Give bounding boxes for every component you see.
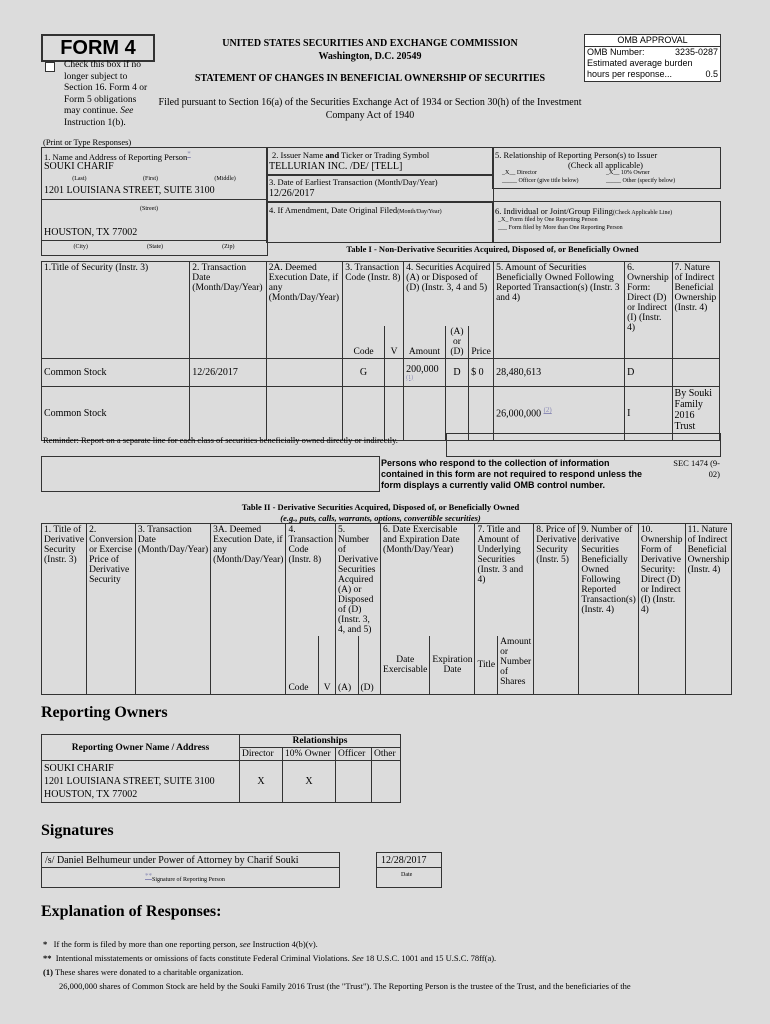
city-label: (City) bbox=[73, 244, 88, 250]
relationship-director: _X__ Director bbox=[502, 170, 537, 176]
t1-r1-date: 12/26/2017 bbox=[190, 358, 266, 386]
form-title-box bbox=[41, 34, 155, 62]
burden-hours-label: hours per response... bbox=[587, 69, 673, 79]
rel-officer-header: Officer bbox=[336, 748, 372, 761]
t1-h1: 1.Title of Security (Instr. 3) bbox=[42, 262, 190, 359]
signature-star[interactable]: ** bbox=[145, 872, 152, 880]
t2-h1: 1. Title of Derivative Security (Instr. 3) bbox=[42, 524, 87, 695]
t1-r1-ad: D bbox=[445, 358, 468, 386]
agency-name: UNITED STATES SECURITIES AND EXCHANGE COMMISSION bbox=[222, 38, 518, 49]
note-line-1: * If the form is filed by more than one reporting person, see Instruction 4(b)(v). bbox=[43, 939, 318, 949]
t1-price: Price bbox=[469, 326, 494, 359]
table2-subtitle: (e.g., puts, calls, warrants, options, convertible securities) bbox=[280, 513, 481, 523]
owner-ten-owner-mark: X bbox=[283, 761, 336, 803]
t1-r1-amount: 200,000 bbox=[406, 363, 439, 375]
box2-label-a: 2. Issuer Name bbox=[272, 150, 326, 160]
omb-title: OMB APPROVAL bbox=[585, 35, 720, 47]
relationships-header: Relationships bbox=[240, 735, 401, 748]
signature-label: Signature of Reporting Person bbox=[152, 877, 225, 883]
table-row bbox=[42, 386, 720, 440]
box5-label: 5. Relationship of Reporting Person(s) to Issuer bbox=[495, 150, 658, 160]
t2-code: Code bbox=[286, 636, 319, 694]
table2 bbox=[41, 523, 732, 695]
last-label: (Last) bbox=[72, 176, 87, 182]
t2-h8: 8. Price of Derivative Security (Instr. 5) bbox=[534, 524, 579, 695]
owner-name: SOUKI CHARIF bbox=[44, 763, 114, 774]
box5-sub: (Check all applicable) bbox=[567, 160, 644, 170]
box4-label-small: (Month/Day/Year) bbox=[397, 209, 442, 215]
t1-r2-deemed bbox=[266, 386, 342, 440]
box1-label: 1. Name and Address of Reporting Person bbox=[44, 151, 188, 162]
t2-h3a: 3A. Deemed Execution Date, if any (Month/Day/Year) bbox=[211, 524, 286, 695]
t1-amount: Amount bbox=[404, 326, 446, 359]
footnote-2-link[interactable]: (2) bbox=[543, 406, 552, 415]
omb-box bbox=[584, 34, 721, 82]
t1-r2-owned: 26,000,000 bbox=[496, 408, 542, 420]
issuer-name: TELLURIAN INC. /DE/ [TELL] bbox=[269, 161, 403, 172]
persons-respond: Persons who respond to the collection of information contained in this form are not required to respond unless the form displays a currently valid OMB control number. bbox=[381, 458, 643, 490]
checkbox-no-longer-subject[interactable] bbox=[45, 62, 55, 72]
owner-director-mark: X bbox=[240, 761, 283, 803]
reporting-person-city: HOUSTON, TX 77002 bbox=[44, 227, 138, 238]
t2-h10: 10. Ownership Form of Derivative Security: Direct (D) or Indirect (I) (Instr. 4) bbox=[638, 524, 685, 695]
reminder-text: Reminder: Report on a separate line for each class of securities beneficially owned directly or indirectly. bbox=[43, 435, 398, 445]
table1 bbox=[41, 261, 720, 441]
t1-r2-price bbox=[469, 386, 494, 440]
print-type: (Print or Type Responses) bbox=[43, 137, 132, 147]
t2-title-col: Title bbox=[475, 636, 498, 694]
zip-label: (Zip) bbox=[222, 244, 235, 250]
t1-v: V bbox=[384, 326, 403, 359]
note-line-2: ** Intentional misstatements or omissions of facts constitute Federal Criminal Violations. See 18 U.S.C. 1001 and 15 U.S.C. 78ff(a). bbox=[43, 953, 497, 963]
t1-r2-ad bbox=[445, 386, 468, 440]
t2-h2: 2. Conversion or Exercise Price of Derivative Security bbox=[87, 524, 136, 695]
box4-label: 4. If Amendment, Date Original Filed bbox=[269, 205, 398, 215]
t2-h9: 9. Number of derivative Securities Beneficially Owned Following Reported Transaction(s) (Instr. 4) bbox=[579, 524, 639, 695]
t2-h6: 6. Date Exercisable and Expiration Date (Month/Day/Year) bbox=[381, 524, 475, 637]
state-label: (State) bbox=[147, 244, 163, 250]
t1-h5: 5. Amount of Securities Beneficially Owned Following Reported Transaction(s) (Instr. 3 and 4) bbox=[494, 262, 625, 359]
filed-pursuant: Filed pursuant to Section 16(a) of the Securities Exchange Act of 1934 or Section 30(h) of the Investment Company Act of 1940 bbox=[158, 97, 582, 121]
burden-value: 0.5 bbox=[705, 69, 718, 79]
rel-other-header: Other bbox=[372, 748, 401, 761]
signature-value: /s/ Daniel Belhumeur under Power of Attorney by Charif Souki bbox=[45, 855, 299, 866]
box6-label-small: (Check Applicable Line) bbox=[612, 210, 673, 216]
explanation-heading: Explanation of Responses: bbox=[41, 903, 222, 920]
t1-h6: 6. Ownership Form: Direct (D) or Indirect (I) (Instr. 4) bbox=[625, 262, 672, 359]
box2-label-b: Ticker or Trading Symbol bbox=[339, 150, 430, 160]
filing-opt1: _X_ Form filed by One Reporting Person bbox=[498, 217, 598, 223]
note-line-4: 26,000,000 shares of Common Stock are held by the Souki Family 2016 Trust (the "Trust"). The Reporting Person is the trustee of the Trust, and the beneficiaries of the bbox=[59, 981, 631, 991]
t1-r2-amount bbox=[404, 386, 446, 440]
footnote-1-link[interactable]: (1) bbox=[406, 374, 414, 381]
t1-r2-nature: By Souki Family 2016 Trust bbox=[672, 386, 719, 440]
omb-number-label: OMB Number: bbox=[587, 47, 645, 57]
table-row bbox=[42, 761, 401, 803]
earliest-transaction-date: 12/26/2017 bbox=[269, 188, 315, 199]
owner-address: 1201 LOUISIANA STREET, SUITE 3100 bbox=[44, 776, 215, 787]
t1-h7: 7. Nature of Indirect Beneficial Ownership (Instr. 4) bbox=[672, 262, 719, 359]
relationship-officer: _____ Officer (give title below) bbox=[502, 178, 579, 184]
blank-box bbox=[41, 456, 380, 492]
date-label: Date bbox=[401, 872, 413, 878]
box2-label-and: and bbox=[325, 150, 340, 160]
reporting-owners-heading: Reporting Owners bbox=[41, 704, 168, 721]
t1-r2-date bbox=[190, 386, 266, 440]
t2-h7: 7. Title and Amount of Underlying Securities (Instr. 3 and 4) bbox=[475, 524, 534, 637]
t2-exp: Expiration Date bbox=[430, 636, 475, 694]
filing-opt2: ___ Form filed by More than One Reporting Person bbox=[498, 225, 623, 231]
burden-label: Estimated average burden bbox=[587, 58, 693, 68]
t1-r1-amount-cell bbox=[404, 358, 446, 386]
t1-r1-title: Common Stock bbox=[42, 358, 190, 386]
t1-r1-code: G bbox=[343, 358, 385, 386]
t1-h3: 3. Transaction Code (Instr. 8) bbox=[343, 262, 404, 326]
t1-r2-v bbox=[384, 386, 403, 440]
table-row bbox=[42, 358, 720, 386]
t2-amount-col: Amount or Number of Shares bbox=[498, 636, 534, 694]
relationship-other: _____ Other (specify below) bbox=[606, 178, 676, 184]
t2-h11: 11. Nature of Indirect Beneficial Ownership (Instr. 4) bbox=[685, 524, 732, 695]
explanation-notes bbox=[43, 937, 723, 993]
footnote-star[interactable]: * bbox=[187, 150, 191, 158]
table1-title: Table I - Non-Derivative Securities Acquired, Disposed of, or Beneficially Owned bbox=[346, 244, 639, 254]
t1-r1-v bbox=[384, 358, 403, 386]
form-title: FORM 4 bbox=[60, 37, 136, 59]
sec-number: SEC 1474 (9-02) bbox=[673, 458, 720, 479]
t1-r1-deemed bbox=[266, 358, 342, 386]
t1-aord: (A) or (D) bbox=[445, 326, 468, 359]
first-label: (First) bbox=[142, 176, 158, 182]
omb-number: 3235-0287 bbox=[674, 47, 718, 57]
t2-h5: 5. Number of Derivative Securities Acquired (A) or Disposed of (D) (Instr. 3, 4, and 5) bbox=[335, 524, 380, 637]
t2-v: V bbox=[319, 636, 336, 694]
t1-r1-nature bbox=[672, 358, 719, 386]
t1-r2-form: I bbox=[625, 386, 672, 440]
check-box-text: Check this box if no longer subject to Section 16. Form 4 or Form 5 obligations may continue. See Instruction 1(b). bbox=[64, 60, 148, 128]
t2-h3: 3. Transaction Date (Month/Day/Year) bbox=[135, 524, 210, 695]
reporting-owners-table bbox=[41, 734, 401, 803]
signatures-heading: Signatures bbox=[41, 822, 114, 839]
reminder-box bbox=[446, 433, 721, 457]
t1-code: Code bbox=[343, 326, 385, 359]
t1-r1-price: $ 0 bbox=[469, 358, 494, 386]
owner-name-header: Reporting Owner Name / Address bbox=[42, 735, 240, 761]
rel-director-header: Director bbox=[240, 748, 283, 761]
box6-label: 6. Individual or Joint/Group Filing bbox=[495, 206, 613, 216]
t1-h2a: 2A. Deemed Execution Date, if any (Month/Day/Year) bbox=[266, 262, 342, 359]
middle-label: (Middle) bbox=[214, 176, 236, 182]
street-label: (Street) bbox=[140, 206, 158, 212]
t2-d: (D) bbox=[358, 636, 381, 694]
t2-h4: 4. Transaction Code (Instr. 8) bbox=[286, 524, 336, 637]
relationship-ten-owner: _X__ 10% Owner bbox=[606, 170, 650, 176]
t2-date-ex: Date Exercisable bbox=[381, 636, 430, 694]
t1-r2-title: Common Stock bbox=[42, 386, 190, 440]
signature-date: 12/28/2017 bbox=[381, 855, 427, 866]
reporting-person-name: SOUKI CHARIF bbox=[44, 161, 114, 172]
reporting-person-address: 1201 LOUISIANA STREET, SUITE 3100 bbox=[44, 185, 215, 196]
table2-title: Table II - Derivative Securities Acquired, Disposed of, or Beneficially Owned bbox=[241, 502, 520, 512]
t1-h4: 4. Securities Acquired (A) or Disposed of (D) (Instr. 3, 4 and 5) bbox=[404, 262, 494, 326]
rel-ten-owner-header: 10% Owner bbox=[283, 748, 336, 761]
note-line-3: (1) These shares were donated to a charitable organization. bbox=[43, 967, 244, 977]
t2-a: (A) bbox=[335, 636, 358, 694]
t1-r1-form: D bbox=[625, 358, 672, 386]
t1-r2-owned-cell bbox=[494, 386, 625, 440]
owner-city: HOUSTON, TX 77002 bbox=[44, 789, 138, 800]
t1-h2: 2. Transaction Date (Month/Day/Year) bbox=[190, 262, 266, 359]
t1-r1-owned: 28,480,613 bbox=[494, 358, 625, 386]
box3-label: 3. Date of Earliest Transaction (Month/Day/Year) bbox=[269, 177, 438, 187]
agency-city: Washington, D.C. 20549 bbox=[318, 51, 422, 62]
statement-title: STATEMENT OF CHANGES IN BENEFICIAL OWNERSHIP OF SECURITIES bbox=[194, 73, 546, 84]
t1-r2-code bbox=[343, 386, 385, 440]
